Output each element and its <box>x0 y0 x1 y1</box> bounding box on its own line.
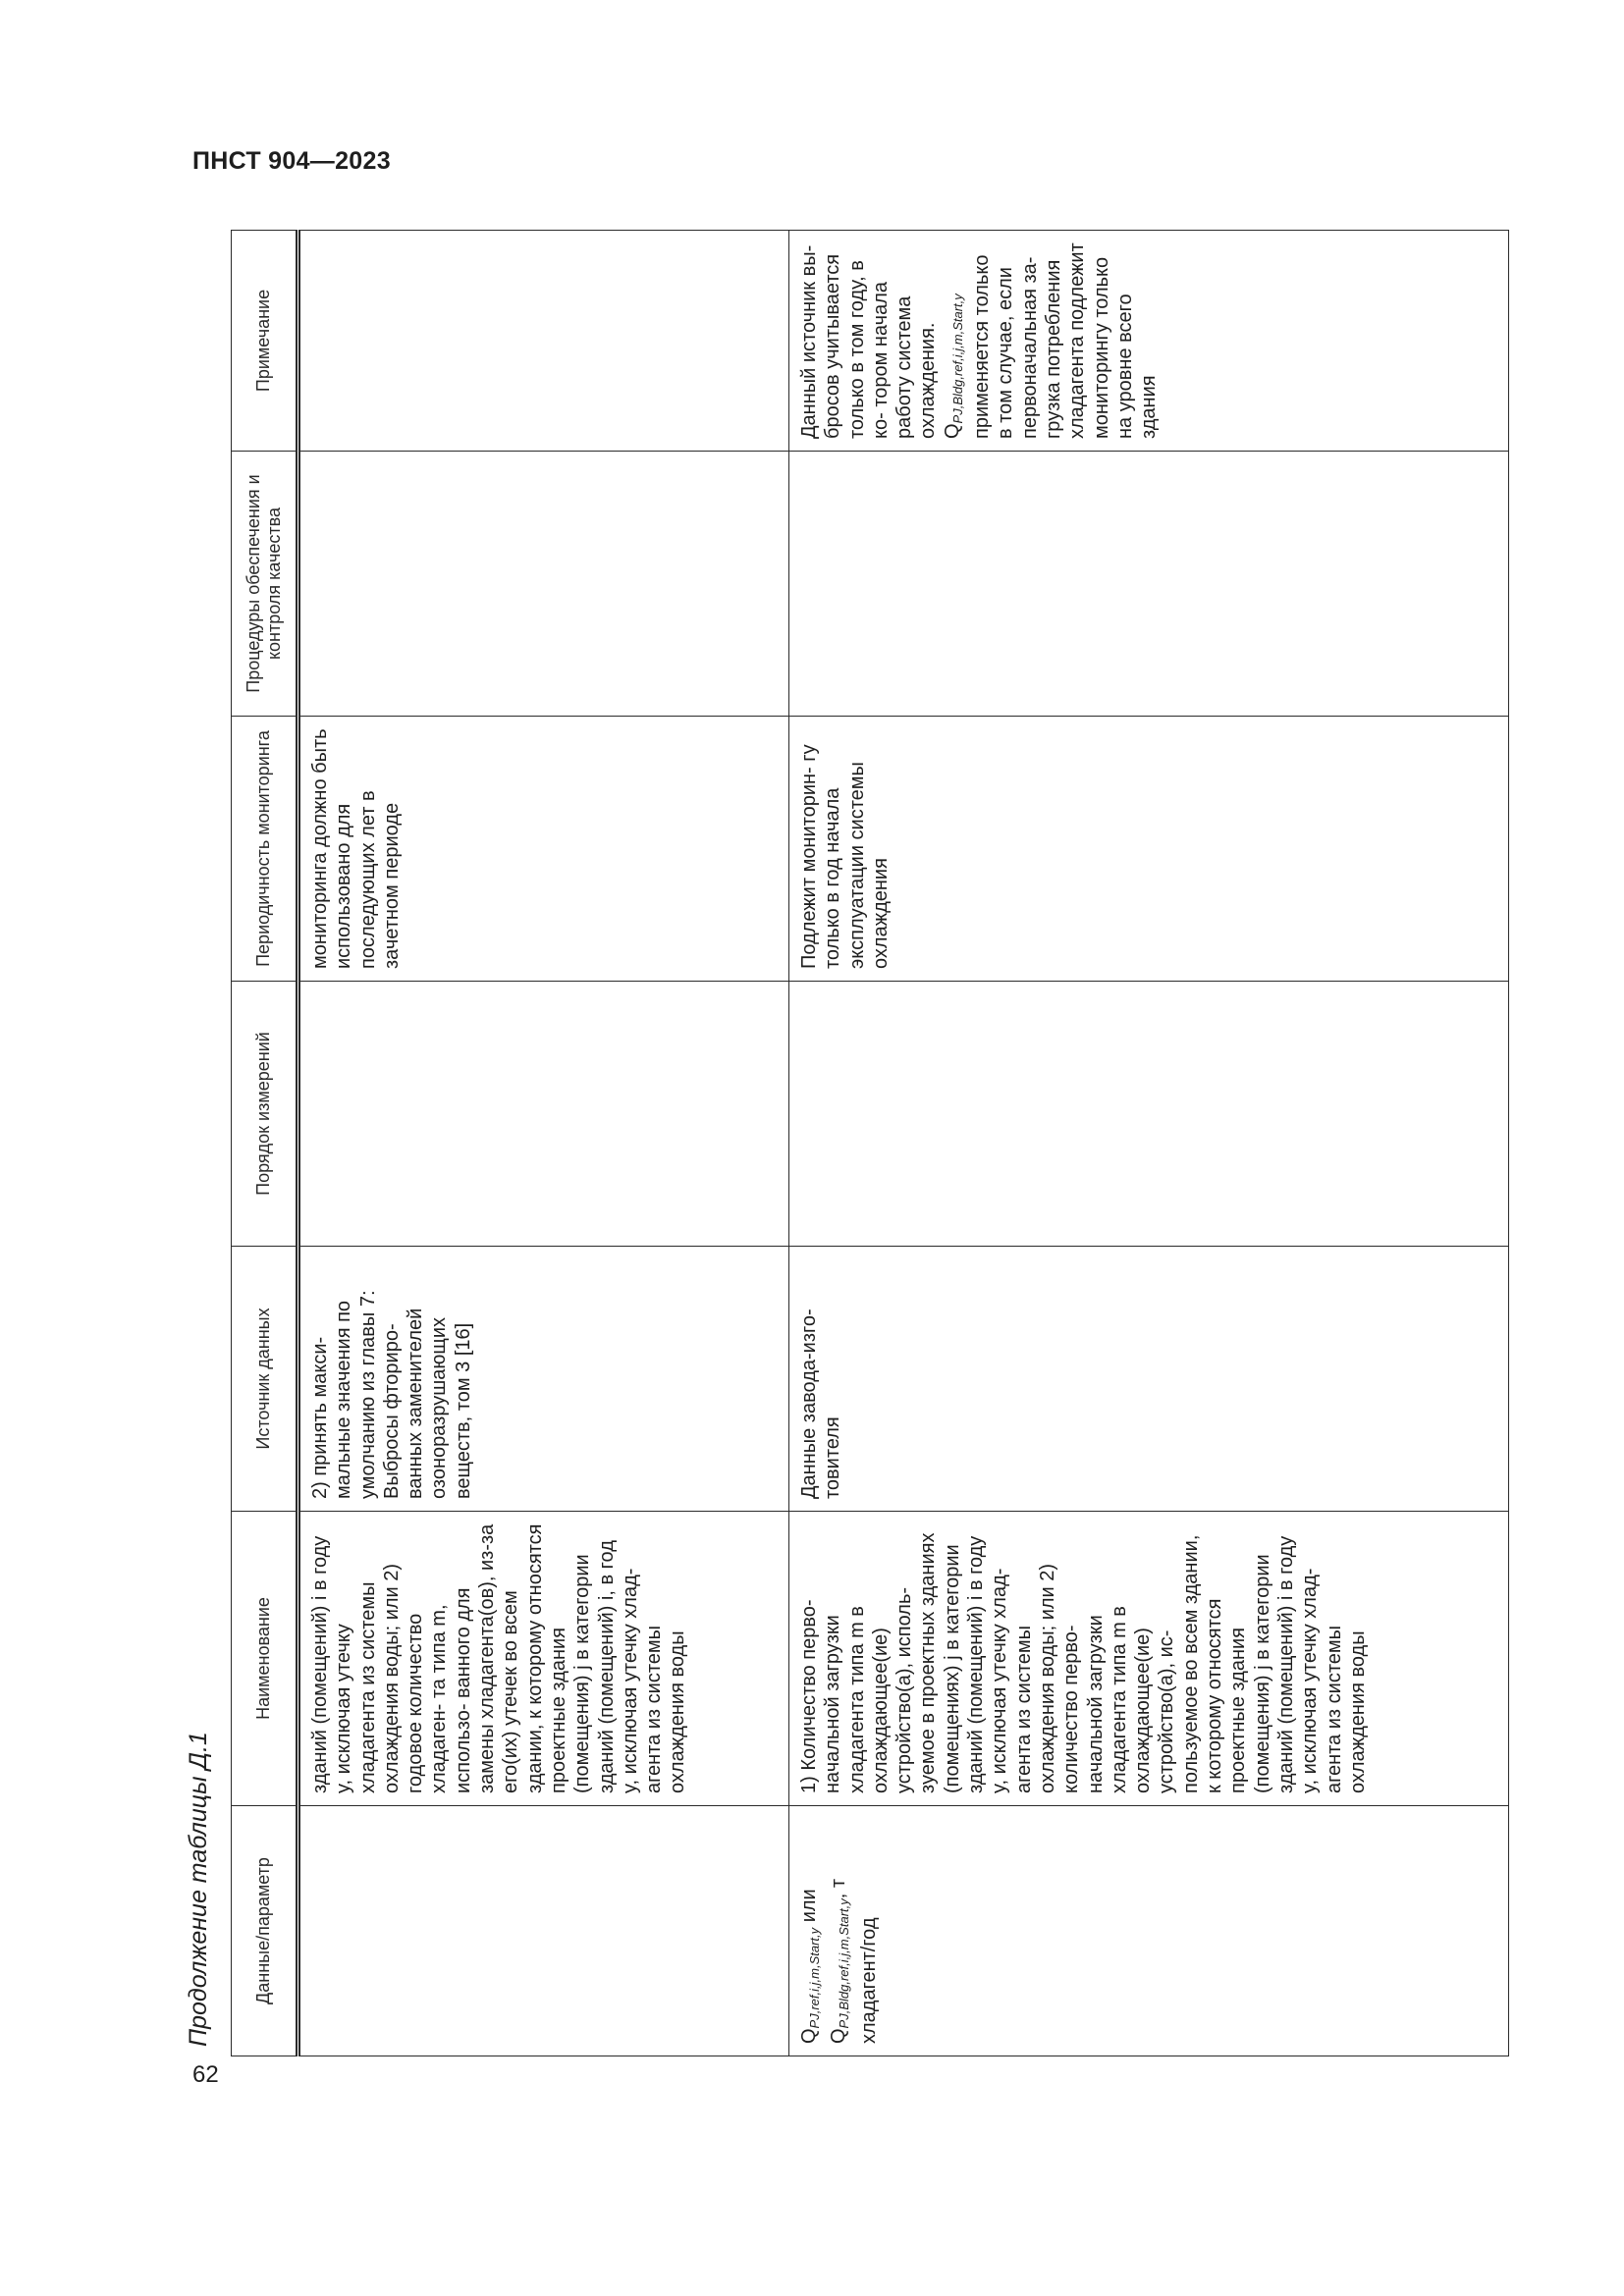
parameter-unit: , т хладагент/год <box>828 1878 880 2044</box>
parameter-subscript-alt: PJ,Bldg,ref,i,j,m,Start,y <box>837 1898 852 2029</box>
cell-name: зданий (помещений) i в году y, исключая утечку хладагента из системы охлаждения воды; или 2) годовое количество хладаген- та типа m, использо- ванного для замены хладагента(ов), из-за его(их) утечек во всем здании, к которому относятся проектные здания (помещения) j в категории зданий (помещений) i, в год y, исключая утечку хлад- агента из системы охлаждения воды <box>298 1512 789 1806</box>
column-header-qa: Процедуры обеспечения и контроля качества <box>232 452 298 717</box>
table-row <box>789 231 1509 2056</box>
parameter-symbol: Q <box>798 2028 820 2044</box>
cell-qa <box>298 452 789 717</box>
column-header-periodicity: Периодичность мониторинга <box>232 717 298 982</box>
parameter-subscript: PJ,ref,i,j,m,Start,y <box>807 1927 822 2029</box>
cell-source: 2) принять макси- мальные значения по умолчанию из главы 7: Выбросы фториро- ванных заменителей озоноразрушающих веществ, том 3 [16] <box>298 1247 789 1512</box>
note-subscript: PJ,Bldg,ref,i,j,m,Start,y <box>949 294 965 424</box>
page-number: 62 <box>192 2061 219 2088</box>
cell-procedure <box>789 982 1509 1247</box>
parameter-or: или <box>798 1889 820 1928</box>
column-header-procedure: Порядок измерений <box>232 982 298 1247</box>
cell-periodicity: мониторинга должно быть использовано для последующих лет в зачетном периоде <box>298 717 789 982</box>
table-row <box>298 231 789 2056</box>
table-header-row <box>232 231 298 2056</box>
cell-note <box>298 231 789 452</box>
note-symbol: Q <box>941 423 963 439</box>
cell-procedure <box>298 982 789 1247</box>
cell-source: Данные завода-изго- товителя <box>789 1247 1509 1512</box>
cell-name: 1) Количество перво- начальной загрузки хладагента типа m в охлаждающее(ие) устройство(а), исполь- зуемое в проектных зданиях (помещениях) j в категории зданий (помещений) i в году y, исключая утечку хлад- агента из системы охлаждения воды; или 2) количество перво- начальной загрузки хладагента типа m в охлаждающее(ие) устройство(а), ис- пользуемое во всем здании, к которому относятся проектные здания (помещения) j в категории зданий (помещений) i в году y, исключая утечку хлад- агента из системы охлаждения воды <box>789 1512 1509 1806</box>
data-table <box>231 230 1509 2056</box>
column-header-source: Источник данных <box>232 1247 298 1512</box>
cell-parameter <box>298 1806 789 2056</box>
table-caption: Продолжение таблицы Д.1 <box>185 1732 212 2047</box>
column-header-parameter: Данные/параметр <box>232 1806 298 2056</box>
cell-periodicity: Подлежит мониторин- гу только в год начала эксплуатации системы охлаждения <box>789 717 1509 982</box>
parameter-symbol-alt: Q <box>828 2028 850 2044</box>
column-header-note: Примечание <box>232 231 298 452</box>
rotated-table-container <box>231 231 1509 2056</box>
note-text-1: Данный источник вы- бросов учитывается только в том году, в ко- тором начала работу система охлаждения. <box>798 244 940 439</box>
column-header-name: Наименование <box>232 1512 298 1806</box>
cell-note <box>789 231 1509 452</box>
document-code: ПНСТ 904—2023 <box>192 147 391 175</box>
note-text-2: применяется только в том случае, если первоначальная за- грузка потребления хладагента подлежит мониторингу только на уровне всего здания <box>971 242 1161 439</box>
cell-qa <box>789 452 1509 717</box>
cell-parameter <box>789 1806 1509 2056</box>
